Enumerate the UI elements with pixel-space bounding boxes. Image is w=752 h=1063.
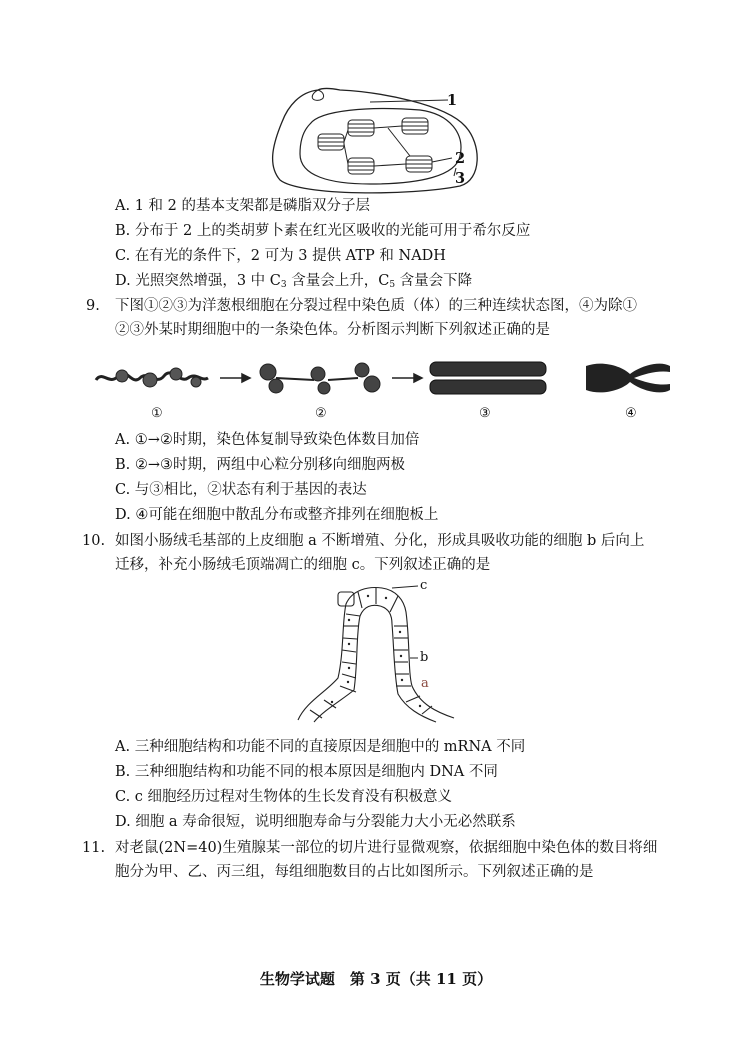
q8-option-a: A. 1 和 2 的基本支架都是磷脂双分子层: [115, 198, 370, 214]
q8-option-d: [115, 272, 472, 294]
q10-option-b: B. 三种细胞结构和功能不同的根本原因是细胞内 DNA 不同: [115, 764, 498, 780]
q8-option-d-mid: 含量会上升，C: [286, 273, 390, 289]
q8-option-d-sub2: 5: [389, 280, 396, 290]
q10-option-c: C. c 细胞经历过程对生物体的生长发育没有积极意义: [115, 789, 453, 805]
figure8-label-1: 1: [447, 92, 458, 109]
q11-stem-line2: 胞分为甲、乙、丙三组，每组细胞数目的占比如图所示。下列叙述正确的是: [115, 864, 594, 880]
q10-stem-line2: 迁移，补充小肠绒毛顶端凋亡的细胞 c。下列叙述正确的是: [115, 557, 491, 573]
villus-figure: [296, 582, 456, 724]
q10-option-d: D. 细胞 a 寿命很短，说明细胞寿命与分裂能力大小无必然联系: [115, 814, 516, 830]
q9-option-d: D. ④可能在细胞中散乱分布或整齐排列在细胞板上: [115, 507, 439, 523]
q9-option-b: B. ②→③时期，两组中心粒分别移向细胞两极: [115, 457, 406, 473]
page-footer: 生物学试题 第 3 页（共 11 页）: [259, 970, 493, 988]
q8-option-b: B. 分布于 2 上的类胡萝卜素在红光区吸收的光能可用于希尔反应: [115, 223, 531, 239]
q9-caption-2: ②: [315, 406, 327, 421]
q9-number: 9.: [86, 298, 100, 314]
q9-caption-3: ③: [479, 406, 491, 421]
villus-label-a: a: [421, 676, 429, 691]
q8-option-d-post: 含量会下降: [395, 273, 473, 289]
villus-label-c: c: [420, 578, 428, 593]
figure8-label-2: 2: [455, 150, 466, 167]
q10-option-a: A. 三种细胞结构和功能不同的直接原因是细胞中的 mRNA 不同: [115, 739, 526, 755]
q10-stem-line1: 如图小肠绒毛基部的上皮细胞 a 不断增殖、分化，形成具吸收功能的细胞 b 后向上: [115, 533, 645, 549]
q8-option-c: C. 在有光的条件下，2 可为 3 提供 ATP 和 NADH: [115, 248, 446, 264]
q9-caption-4: ④: [625, 406, 637, 421]
q9-option-a: A. ①→②时期，染色体复制导致染色体数目加倍: [115, 432, 420, 448]
q9-stem-line1: 下图①②③为洋葱根细胞在分裂过程中染色质（体）的三种连续状态图，④为除①: [115, 298, 637, 314]
q11-stem-line1: 对老鼠(2N=40)生殖腺某一部位的切片进行显微观察，依据细胞中染色体的数目将细: [115, 840, 658, 856]
villus-label-b: b: [420, 650, 429, 665]
q8-option-d-pre: D. 光照突然增强，3 中 C: [115, 273, 281, 289]
figure8-label-3: 3: [455, 170, 466, 187]
q9-stem-line2: ②③外某时期细胞中的一条染色体。分析图示判断下列叙述正确的是: [115, 322, 550, 338]
chromatin-states-figure: [92, 352, 672, 408]
q9-caption-1: ①: [151, 406, 163, 421]
q10-number: 10.: [82, 533, 106, 549]
q11-number: 11.: [82, 840, 106, 856]
q9-option-c: C. 与③相比，②状态有利于基因的表达: [115, 482, 367, 498]
q8-option-d-sub1: 3: [280, 280, 287, 290]
